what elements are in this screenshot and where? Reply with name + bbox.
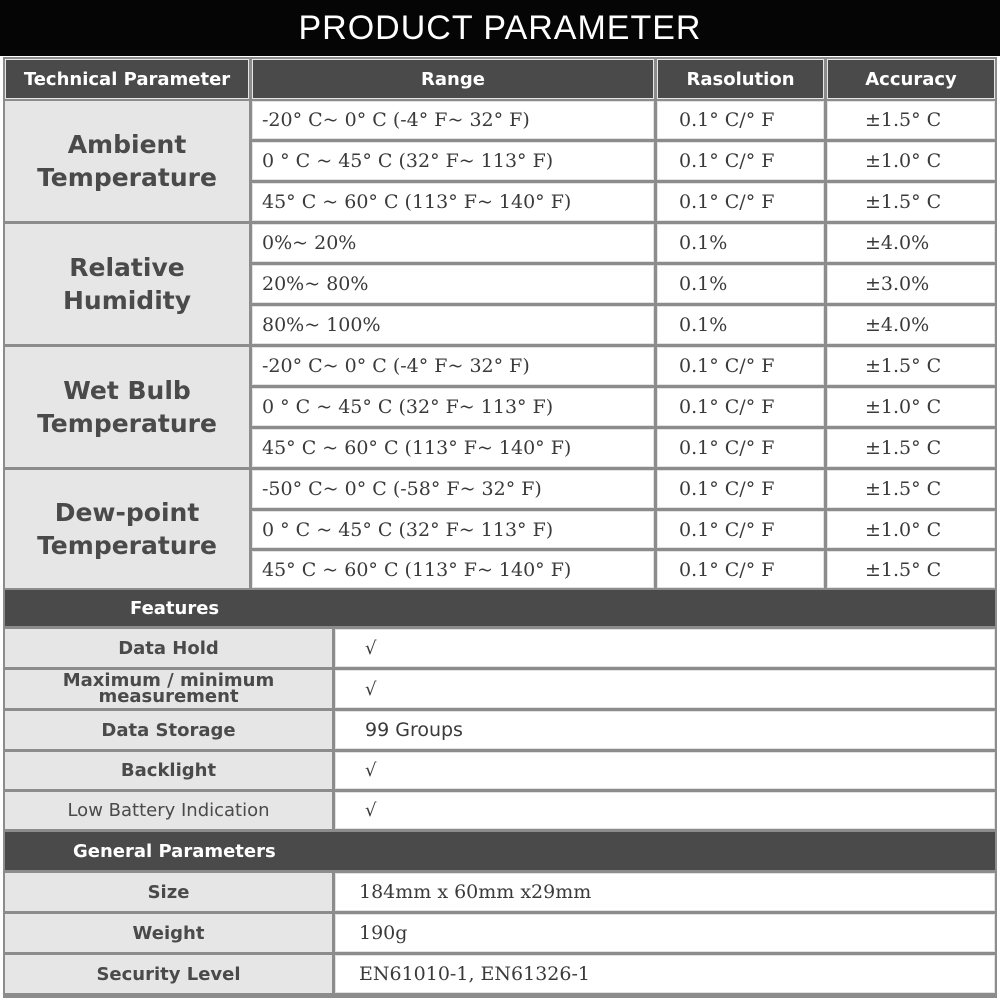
- range-cell: 20%~ 80%: [252, 265, 654, 303]
- feature-label: [5, 670, 332, 708]
- accuracy-cell: ±3.0%: [827, 265, 995, 303]
- general-value: EN61010-1, EN61326-1: [335, 955, 995, 993]
- group-label-line2: Temperature: [37, 531, 217, 560]
- accuracy-cell: ±1.0° C: [827, 142, 995, 180]
- check-icon: √: [335, 752, 995, 789]
- range-cell: 80%~ 100%: [252, 306, 654, 344]
- range-cell: -20° C~ 0° C (-4° F~ 32° F): [252, 101, 654, 139]
- feature-label-line1: Maximum / minimum: [62, 670, 275, 691]
- range-cell: 0 ° C ~ 45° C (32° F~ 113° F): [252, 511, 654, 548]
- accuracy-cell: ±4.0%: [827, 224, 995, 262]
- accuracy-cell: ±1.0° C: [827, 388, 995, 426]
- resolution-cell: 0.1° C/° F: [657, 183, 824, 221]
- group-relative-humidity: [5, 224, 249, 344]
- feature-label: Data Storage: [5, 711, 332, 749]
- parameter-table: [3, 57, 997, 998]
- header-technical-parameter: Technical Parameter: [5, 59, 249, 99]
- resolution-cell: 0.1° C/° F: [657, 429, 824, 467]
- resolution-cell: 0.1° C/° F: [657, 347, 824, 385]
- accuracy-cell: ±4.0%: [827, 306, 995, 344]
- check-icon: √: [335, 629, 995, 667]
- resolution-cell: 0.1° C/° F: [657, 101, 824, 139]
- group-label-line2: Temperature: [37, 163, 217, 192]
- feature-label: Low Battery Indication: [5, 792, 332, 829]
- group-label-line2: Temperature: [37, 409, 217, 438]
- range-cell: -20° C~ 0° C (-4° F~ 32° F): [252, 347, 654, 385]
- general-label: Weight: [5, 914, 332, 952]
- range-cell: 0 ° C ~ 45° C (32° F~ 113° F): [252, 388, 654, 426]
- resolution-cell: 0.1° C/° F: [657, 142, 824, 180]
- range-cell: 45° C ~ 60° C (113° F~ 140° F): [252, 551, 654, 588]
- group-dew-point-temperature: [5, 470, 249, 588]
- header-resolution: Rasolution: [657, 59, 824, 99]
- general-label: Security Level: [5, 955, 332, 993]
- group-wet-bulb-temperature: [5, 347, 249, 467]
- check-icon: √: [335, 670, 995, 708]
- range-cell: -50° C~ 0° C (-58° F~ 32° F): [252, 470, 654, 508]
- accuracy-cell: ±1.5° C: [827, 183, 995, 221]
- group-label-line1: Relative: [69, 253, 185, 282]
- group-label-line1: Wet Bulb: [63, 376, 191, 405]
- group-label-line1: Ambient: [67, 130, 187, 159]
- accuracy-cell: ±1.5° C: [827, 470, 995, 508]
- group-label-line1: Dew-point: [54, 498, 200, 527]
- range-cell: 0 ° C ~ 45° C (32° F~ 113° F): [252, 142, 654, 180]
- accuracy-cell: ±1.5° C: [827, 347, 995, 385]
- header-accuracy: Accuracy: [827, 59, 995, 99]
- resolution-cell: 0.1° C/° F: [657, 511, 824, 548]
- header-range: Range: [252, 59, 654, 99]
- resolution-cell: 0.1%: [657, 306, 824, 344]
- general-value: 190g: [335, 914, 995, 952]
- range-cell: 45° C ~ 60° C (113° F~ 140° F): [252, 183, 654, 221]
- range-cell: 45° C ~ 60° C (113° F~ 140° F): [252, 429, 654, 467]
- features-heading: Features: [5, 590, 995, 626]
- general-label: Size: [5, 873, 332, 911]
- feature-label-line2: measurement: [98, 686, 239, 707]
- range-cell: 0%~ 20%: [252, 224, 654, 262]
- accuracy-cell: ±1.5° C: [827, 101, 995, 139]
- resolution-cell: 0.1° C/° F: [657, 470, 824, 508]
- accuracy-cell: ±1.0° C: [827, 511, 995, 548]
- check-icon: √: [335, 792, 995, 829]
- group-ambient-temperature: [5, 101, 249, 221]
- accuracy-cell: ±1.5° C: [827, 429, 995, 467]
- group-label-line2: Humidity: [62, 286, 192, 315]
- general-parameters-heading: General Parameters: [5, 832, 995, 870]
- general-value: 184mm x 60mm x29mm: [335, 873, 995, 911]
- page-title: PRODUCT PARAMETER: [0, 0, 1000, 56]
- feature-label: Backlight: [5, 752, 332, 789]
- resolution-cell: 0.1%: [657, 265, 824, 303]
- accuracy-cell: ±1.5° C: [827, 551, 995, 588]
- feature-value: 99 Groups: [335, 711, 995, 749]
- resolution-cell: 0.1° C/° F: [657, 388, 824, 426]
- feature-label: Data Hold: [5, 629, 332, 667]
- resolution-cell: 0.1° C/° F: [657, 551, 824, 588]
- resolution-cell: 0.1%: [657, 224, 824, 262]
